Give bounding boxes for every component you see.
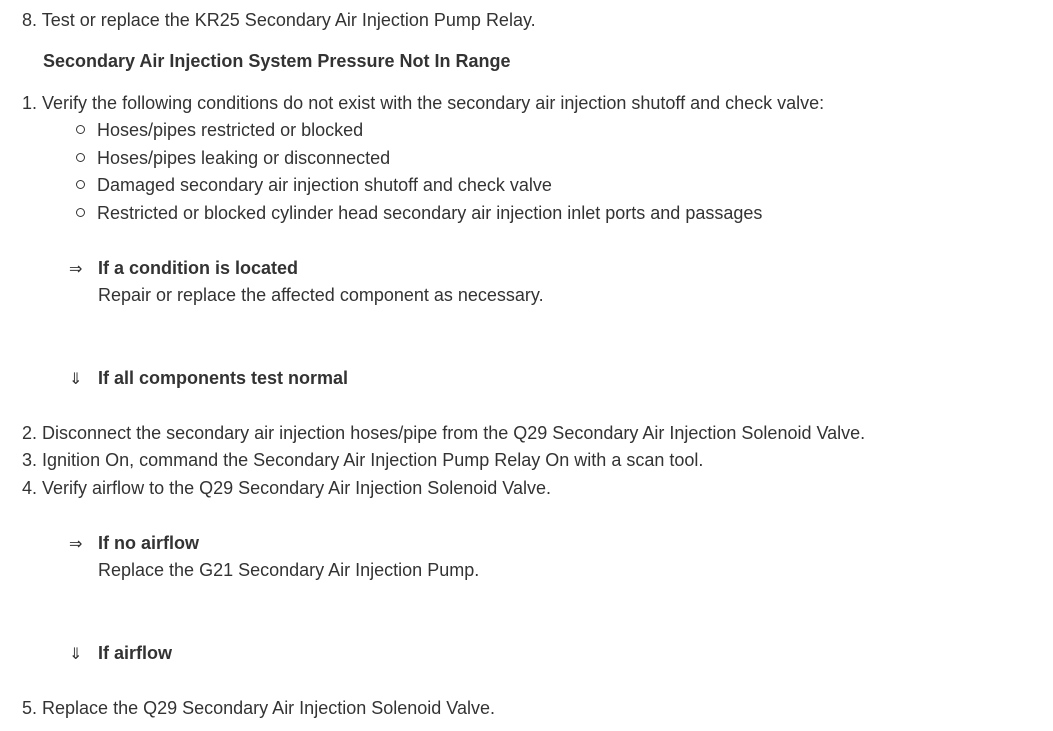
step-1 — [22, 93, 824, 115]
branch-label: If airflow — [98, 643, 173, 663]
step-number: 4. — [22, 478, 38, 498]
step-number: 3. — [22, 450, 38, 470]
down-arrow-icon: ⇓ — [69, 371, 83, 388]
list-item: Restricted or blocked cylinder head secondary air injection inlet ports and passages — [76, 203, 762, 225]
list-item: Hoses/pipes leaking or disconnected — [76, 148, 390, 170]
step-text: Disconnect the secondary air injection hoses/pipe from the Q29 Secondary Air Injection Solenoid Valve. — [42, 423, 866, 443]
branch-condition-located — [69, 258, 298, 280]
list-item: Hoses/pipes restricted or blocked — [76, 120, 363, 142]
list-item: Damaged secondary air injection shutoff and check valve — [76, 175, 552, 197]
branch-label: If no airflow — [98, 533, 199, 553]
bullet-circle-icon — [76, 180, 85, 189]
right-arrow-icon: ⇒ — [69, 261, 83, 278]
branch-no-airflow — [69, 533, 199, 555]
step-5 — [22, 698, 495, 720]
branch-airflow — [69, 643, 172, 665]
branch-label: If a condition is located — [98, 258, 299, 278]
bullet-circle-icon — [76, 153, 85, 162]
step-text: Ignition On, command the Secondary Air Injection Pump Relay On with a scan tool. — [42, 450, 704, 470]
step-number: 5. — [22, 698, 38, 718]
step-text: Verify the following conditions do not exist with the secondary air injection shutoff and check valve: — [42, 93, 825, 113]
bullet-circle-icon — [76, 125, 85, 134]
step-8 — [22, 10, 536, 32]
step-text: Replace the Q29 Secondary Air Injection Solenoid Valve. — [42, 698, 495, 718]
down-arrow-icon: ⇓ — [69, 646, 83, 663]
branch-action: Repair or replace the affected component as necessary. — [98, 285, 544, 305]
branch-action: Replace the G21 Secondary Air Injection Pump. — [98, 560, 480, 580]
step-text: Verify airflow to the Q29 Secondary Air Injection Solenoid Valve. — [42, 478, 551, 498]
right-arrow-icon: ⇒ — [69, 536, 83, 553]
step-number: 1. — [22, 93, 38, 113]
step-text: Test or replace the KR25 Secondary Air Injection Pump Relay. — [41, 10, 536, 30]
branch-components-normal — [69, 368, 348, 390]
step-number: 8. — [22, 10, 38, 30]
step-number: 2. — [22, 423, 38, 443]
step-4 — [22, 478, 551, 500]
bullet-circle-icon — [76, 208, 85, 217]
step-2 — [22, 423, 865, 445]
section-heading: Secondary Air Injection System Pressure Not In Range — [43, 51, 511, 71]
step-3 — [22, 450, 703, 472]
branch-label: If all components test normal — [98, 368, 349, 388]
